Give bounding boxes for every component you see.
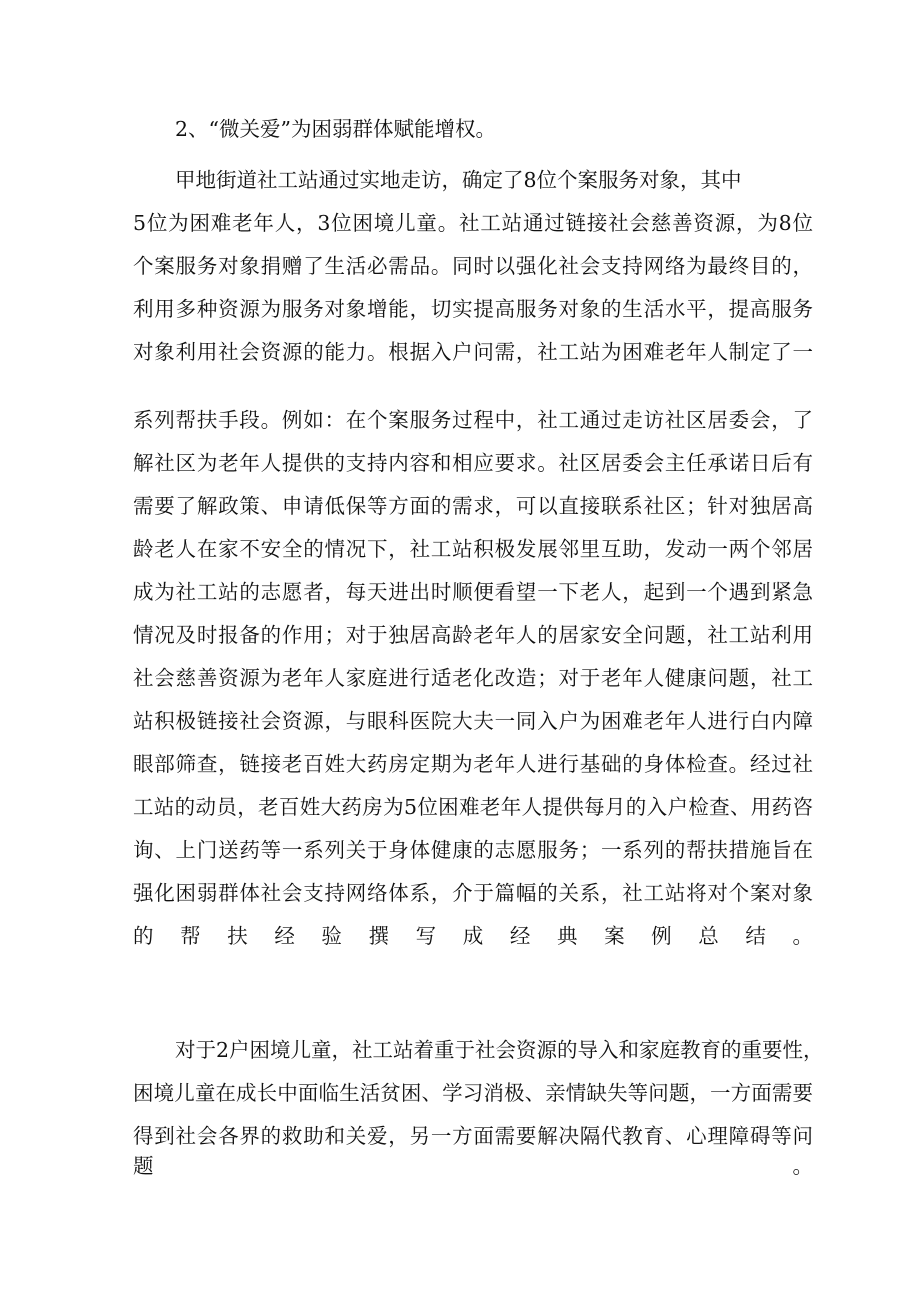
paragraph-line: 需要了解政策、申请低保等方面的需求，可以直接联系社区；针对独居高 <box>133 494 813 518</box>
paragraph-line: 解社区为老年人提供的支持内容和相应要求。社区居委会主任承诺日后有 <box>133 451 813 475</box>
section-heading: 2、“微关爱”为困弱群体赋能增权。 <box>175 117 497 141</box>
paragraph-line: 眼部筛查，链接老百姓大药房定期为老年人进行基础的身体检查。经过社 <box>133 752 813 776</box>
paragraph-line: 工站的动员，老百姓大药房为5位困难老年人提供每月的入户检查、用药咨 <box>133 795 813 819</box>
paragraph-line: 的帮扶经验撰写成经典案例总结。 <box>133 924 813 948</box>
paragraph-line: 情况及时报备的作用；对于独居高龄老年人的居家安全问题，社工站利用 <box>133 623 813 647</box>
paragraph-line: 强化困弱群体社会支持网络体系，介于篇幅的关系，社工站将对个案对象 <box>133 881 813 905</box>
paragraph-line: 个案服务对象捐赠了生活必需品。同时以强化社会支持网络为最终目的， <box>133 254 813 278</box>
paragraph-line: 甲地街道社工站通过实地走访，确定了8位个案服务对象，其中 <box>175 168 742 192</box>
paragraph-line: 得到社会各界的救助和关爱，另一方面需要解决隔代教育、心理障碍等问题。 <box>133 1124 813 1178</box>
paragraph-line: 成为社工站的志愿者，每天进出时顺便看望一下老人，起到一个遇到紧急 <box>133 580 813 604</box>
paragraph-line: 站积极链接社会资源，与眼科医院大夫一同入户为困难老年人进行白内障 <box>133 709 813 733</box>
paragraph-line: 龄老人在家不安全的情况下，社工站积极发展邻里互助，发动一两个邻居 <box>133 537 813 561</box>
paragraph-line: 对象利用社会资源的能力。根据入户问需，社工站为困难老年人制定了一 <box>133 340 813 364</box>
paragraph-line: 询、上门送药等一系列关于身体健康的志愿服务；一系列的帮扶措施旨在 <box>133 838 813 862</box>
paragraph-line: 社会慈善资源为老年人家庭进行适老化改造；对于老年人健康问题，社工 <box>133 666 813 690</box>
paragraph-line: 5位为困难老年人，3位困境儿童。社工站通过链接社会慈善资源，为8位 <box>133 211 813 235</box>
paragraph-line: 系列帮扶手段。例如：在个案服务过程中，社工通过走访社区居委会，了 <box>133 408 813 432</box>
paragraph-line: 对于2户困境儿童，社工站着重于社会资源的导入和家庭教育的重要性， <box>175 1038 824 1062</box>
paragraph-line: 利用多种资源为服务对象增能，切实提高服务对象的生活水平，提高服务 <box>133 297 813 321</box>
paragraph-line: 困境儿童在成长中面临生活贫困、学习消极、亲情缺失等问题，一方面需要 <box>133 1081 813 1105</box>
